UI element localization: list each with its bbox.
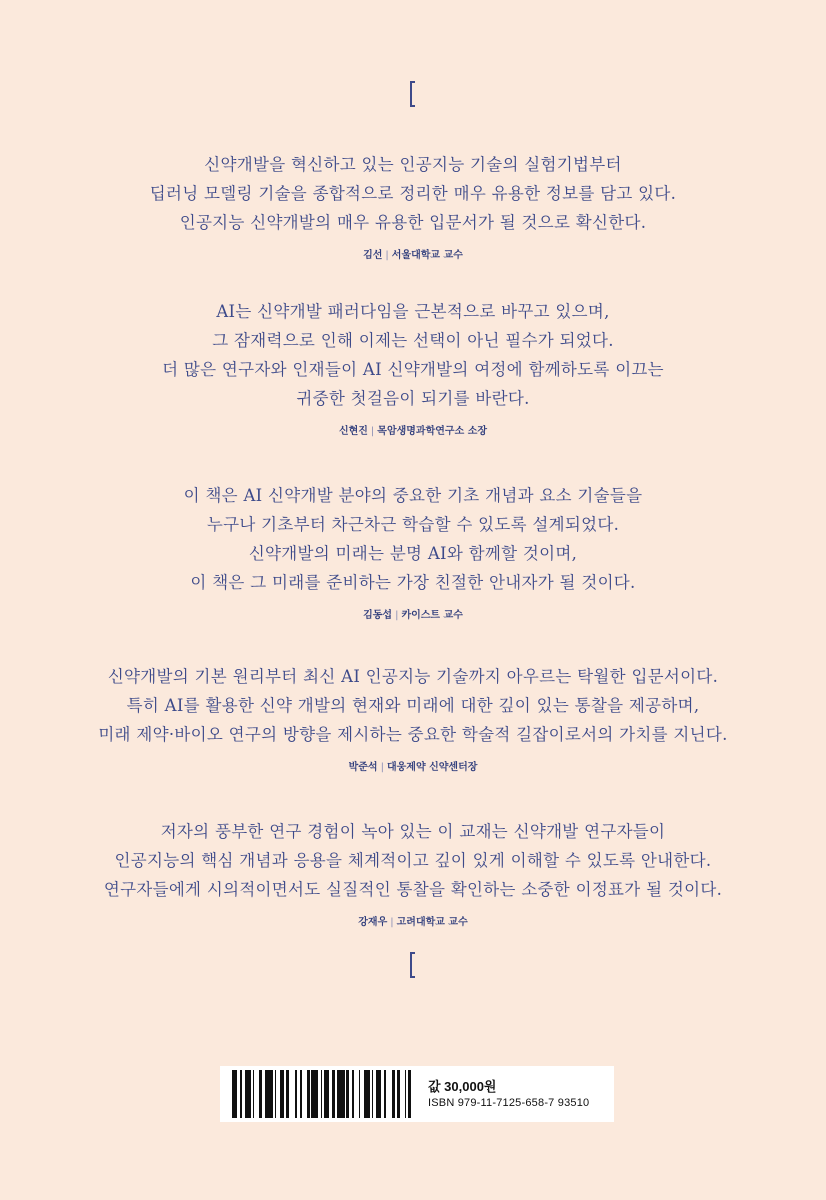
review-line: 인공지능 신약개발의 매우 유용한 입문서가 될 것으로 확신한다. [179, 213, 647, 232]
review-line: 신약개발을 혁신하고 있는 인공지능 기술의 실험기법부터 [204, 155, 622, 174]
review-3 [60, 481, 766, 621]
reviewer-affiliation: 고려대학교 교수 [396, 917, 468, 928]
isbn-text: ISBN 979-11-7125-658-7 93510 [428, 1097, 590, 1109]
review-line: 미래 제약·바이오 연구의 방향을 제시하는 중요한 학술적 길잡이로서의 가치를 지닌다. [98, 725, 728, 744]
review-line: 인공지능의 핵심 개념과 응용을 체계적이고 깊이 있게 이해할 수 있도록 안내한다. [114, 851, 712, 870]
review-line: 누구나 기초부터 차근차근 학습할 수 있도록 설계되었다. [206, 515, 620, 534]
review-line: 저자의 풍부한 연구 경험이 녹아 있는 이 교재는 신약개발 연구자들이 [160, 822, 666, 841]
reviewer-affiliation: 카이스트 교수 [401, 610, 463, 621]
review-2 [60, 297, 766, 437]
reviewer-affiliation: 서울대학교 교수 [391, 250, 463, 261]
review-5 [60, 817, 766, 928]
reviewer-attribution: 강재우 | 고려대학교 교수 [358, 917, 468, 928]
barcode-image [232, 1070, 418, 1118]
review-4 [60, 662, 766, 773]
review-line: 연구자들에게 시의적이면서도 실질적인 통찰을 확인하는 소중한 이정표가 될 것이다. [103, 880, 723, 899]
review-line: 그 잠재력으로 인해 이제는 선택이 아닌 필수가 되었다. [212, 331, 614, 350]
reviewer-attribution: 신현진 | 목암생명과학연구소 소장 [338, 426, 488, 437]
reviewer-attribution: 김선 | 서울대학교 교수 [363, 250, 463, 261]
review-line: 이 책은 AI 신약개발 분야의 중요한 기초 개념과 요소 기술들을 [183, 486, 643, 505]
reviewer-name: 강재우 [358, 917, 388, 928]
review-line: 신약개발의 미래는 분명 AI와 함께할 것이며, [248, 544, 578, 563]
reviewer-attribution: 박준석 | 대웅제약 신약센터장 [348, 762, 478, 773]
review-line: 이 책은 그 미래를 준비하는 가장 친절한 안내자가 될 것이다. [190, 573, 636, 592]
top-bracket-ornament [410, 81, 415, 107]
review-line: 특히 AI를 활용한 신약 개발의 현재와 미래에 대한 깊이 있는 통찰을 제공하며, [126, 696, 700, 715]
reviewer-affiliation: 대웅제약 신약센터장 [386, 762, 478, 773]
reviewer-affiliation: 목암생명과학연구소 소장 [377, 426, 488, 437]
bottom-bracket-ornament [410, 952, 415, 978]
review-line: 더 많은 연구자와 인재들이 AI 신약개발의 여정에 함께하도록 이끄는 [162, 360, 664, 379]
review-line: 귀중한 첫걸음이 되기를 바란다. [296, 389, 530, 408]
reviewer-name: 김선 [363, 250, 383, 261]
reviewer-name: 신현진 [338, 426, 368, 437]
review-line: AI는 신약개발 패러다임을 근본적으로 바꾸고 있으며, [216, 302, 610, 321]
reviewer-attribution: 김동섭 | 카이스트 교수 [363, 610, 463, 621]
review-1 [60, 150, 766, 261]
reviewer-name: 김동섭 [363, 610, 393, 621]
reviewer-name: 박준석 [348, 762, 378, 773]
barcode-label [220, 1066, 614, 1122]
review-line: 딥러닝 모델링 기술을 종합적으로 정리한 매우 유용한 정보를 담고 있다. [149, 184, 677, 203]
review-line: 신약개발의 기본 원리부터 최신 AI 인공지능 기술까지 아우르는 탁월한 입문서이다. [107, 667, 719, 686]
price-text: 값 30,000원 [428, 1079, 497, 1094]
